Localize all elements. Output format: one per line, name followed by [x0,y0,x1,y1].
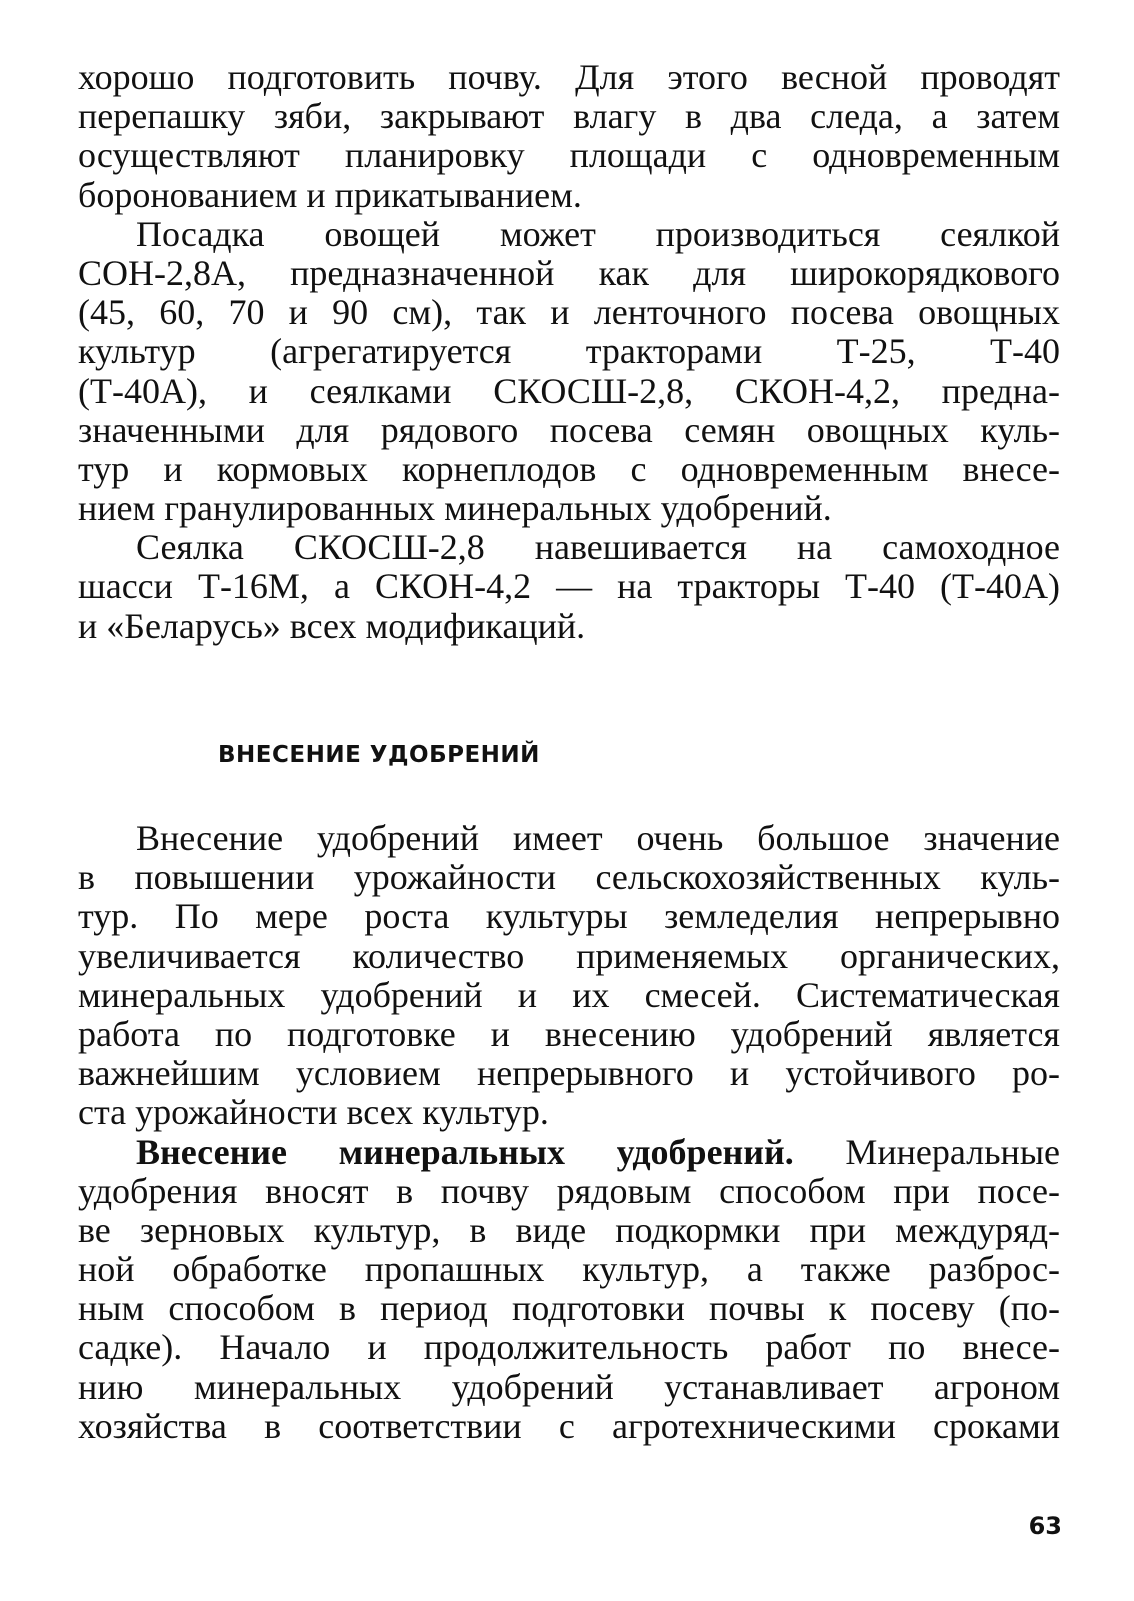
text-line: удобрения вносят в почву рядовым способом при посе- [78,1170,1060,1211]
text-line: нию минеральных удобрений устанавливает агроном [78,1366,1060,1407]
section-heading: ВНЕСЕНИЕ УДОБРЕНИЙ [218,742,540,768]
text-line: Внесение удобрений имеет очень большое значение [136,818,1060,858]
text-line: Сеялка СКОСШ-2,8 навешивается на самоходное [136,527,1060,568]
text-line: перепашку зяби, закрывают влагу в два следа, а затем [78,96,1060,137]
paragraph-mineral-fertilizers [78,1133,1060,1447]
text-line: хорошо подготовить почву. Для этого весной проводят [78,57,1060,97]
lower-text-block [78,819,1060,1446]
paragraph-lead-in: Внесение минеральных удобрений. [136,1131,794,1172]
text-line: тур и кормовых корнеплодов с одновременным внесе- [78,448,1060,489]
text-line: работа по подготовке и внесению удобрений является [78,1013,1060,1054]
text-line: ста урожайности всех культур. [78,1092,549,1133]
text-line: (45, 60, 70 и 90 см), так и ленточного посева овощных [78,292,1060,333]
text-line: хозяйства в соответствии с агротехническими сроками [78,1405,1060,1446]
text-line: и «Беларусь» всех модификаций. [78,605,586,646]
text-line: осуществляют планировку площади с одновременным [78,135,1060,176]
text-line: нием гранулированных минеральных удобрений. [78,488,832,529]
text-line: в повышении урожайности сельскохозяйственных куль- [78,857,1060,898]
text-line: минеральных удобрений и их смесей. Систематическая [78,974,1060,1015]
text-line: ной обработке пропашных культур, а также разброс- [78,1249,1060,1290]
text-line: тур. По мере роста культуры земледелия непрерывно [78,896,1060,937]
text-line: значенными для рядового посева семян овощных куль- [78,409,1060,450]
page-number: 63 [1028,1512,1062,1540]
text-line: садке). Начало и продолжительность работ по внесе- [78,1327,1060,1368]
text-line: важнейшим условием непрерывного и устойчивого ро- [78,1053,1060,1094]
text-line: СОН-2,8А, предназначенной как для широкорядкового [78,252,1060,293]
text-line: шасси Т-16М, а СКОН-4,2 — на тракторы Т-40 (Т-40А) [78,566,1060,607]
text-fragment: Минеральные [793,1131,1060,1172]
upper-text-block [78,58,1060,646]
text-line: Посадка овощей может производиться сеялкой [136,213,1060,254]
text-line: ве зерновых культур, в виде подкормки при междуряд- [78,1209,1060,1250]
paragraph-soil-preparation [78,58,1060,215]
paragraph-vegetable-planting [78,215,1060,529]
text-line: культур (агрегатируется тракторами Т-25, Т-40 [78,331,1060,372]
paragraph-seeder-mounting [78,528,1060,646]
text-line: увеличивается количество применяемых органических, [78,935,1060,976]
text-line: ным способом в период подготовки почвы к посеву (по- [78,1288,1060,1329]
paragraph-fertilizer-importance [78,819,1060,1133]
text-line: боронованием и прикатыванием. [78,174,582,215]
text-line: (Т-40А), и сеялками СКОСШ-2,8, СКОН-4,2, предна- [78,370,1060,411]
text-line [78,1133,1060,1172]
